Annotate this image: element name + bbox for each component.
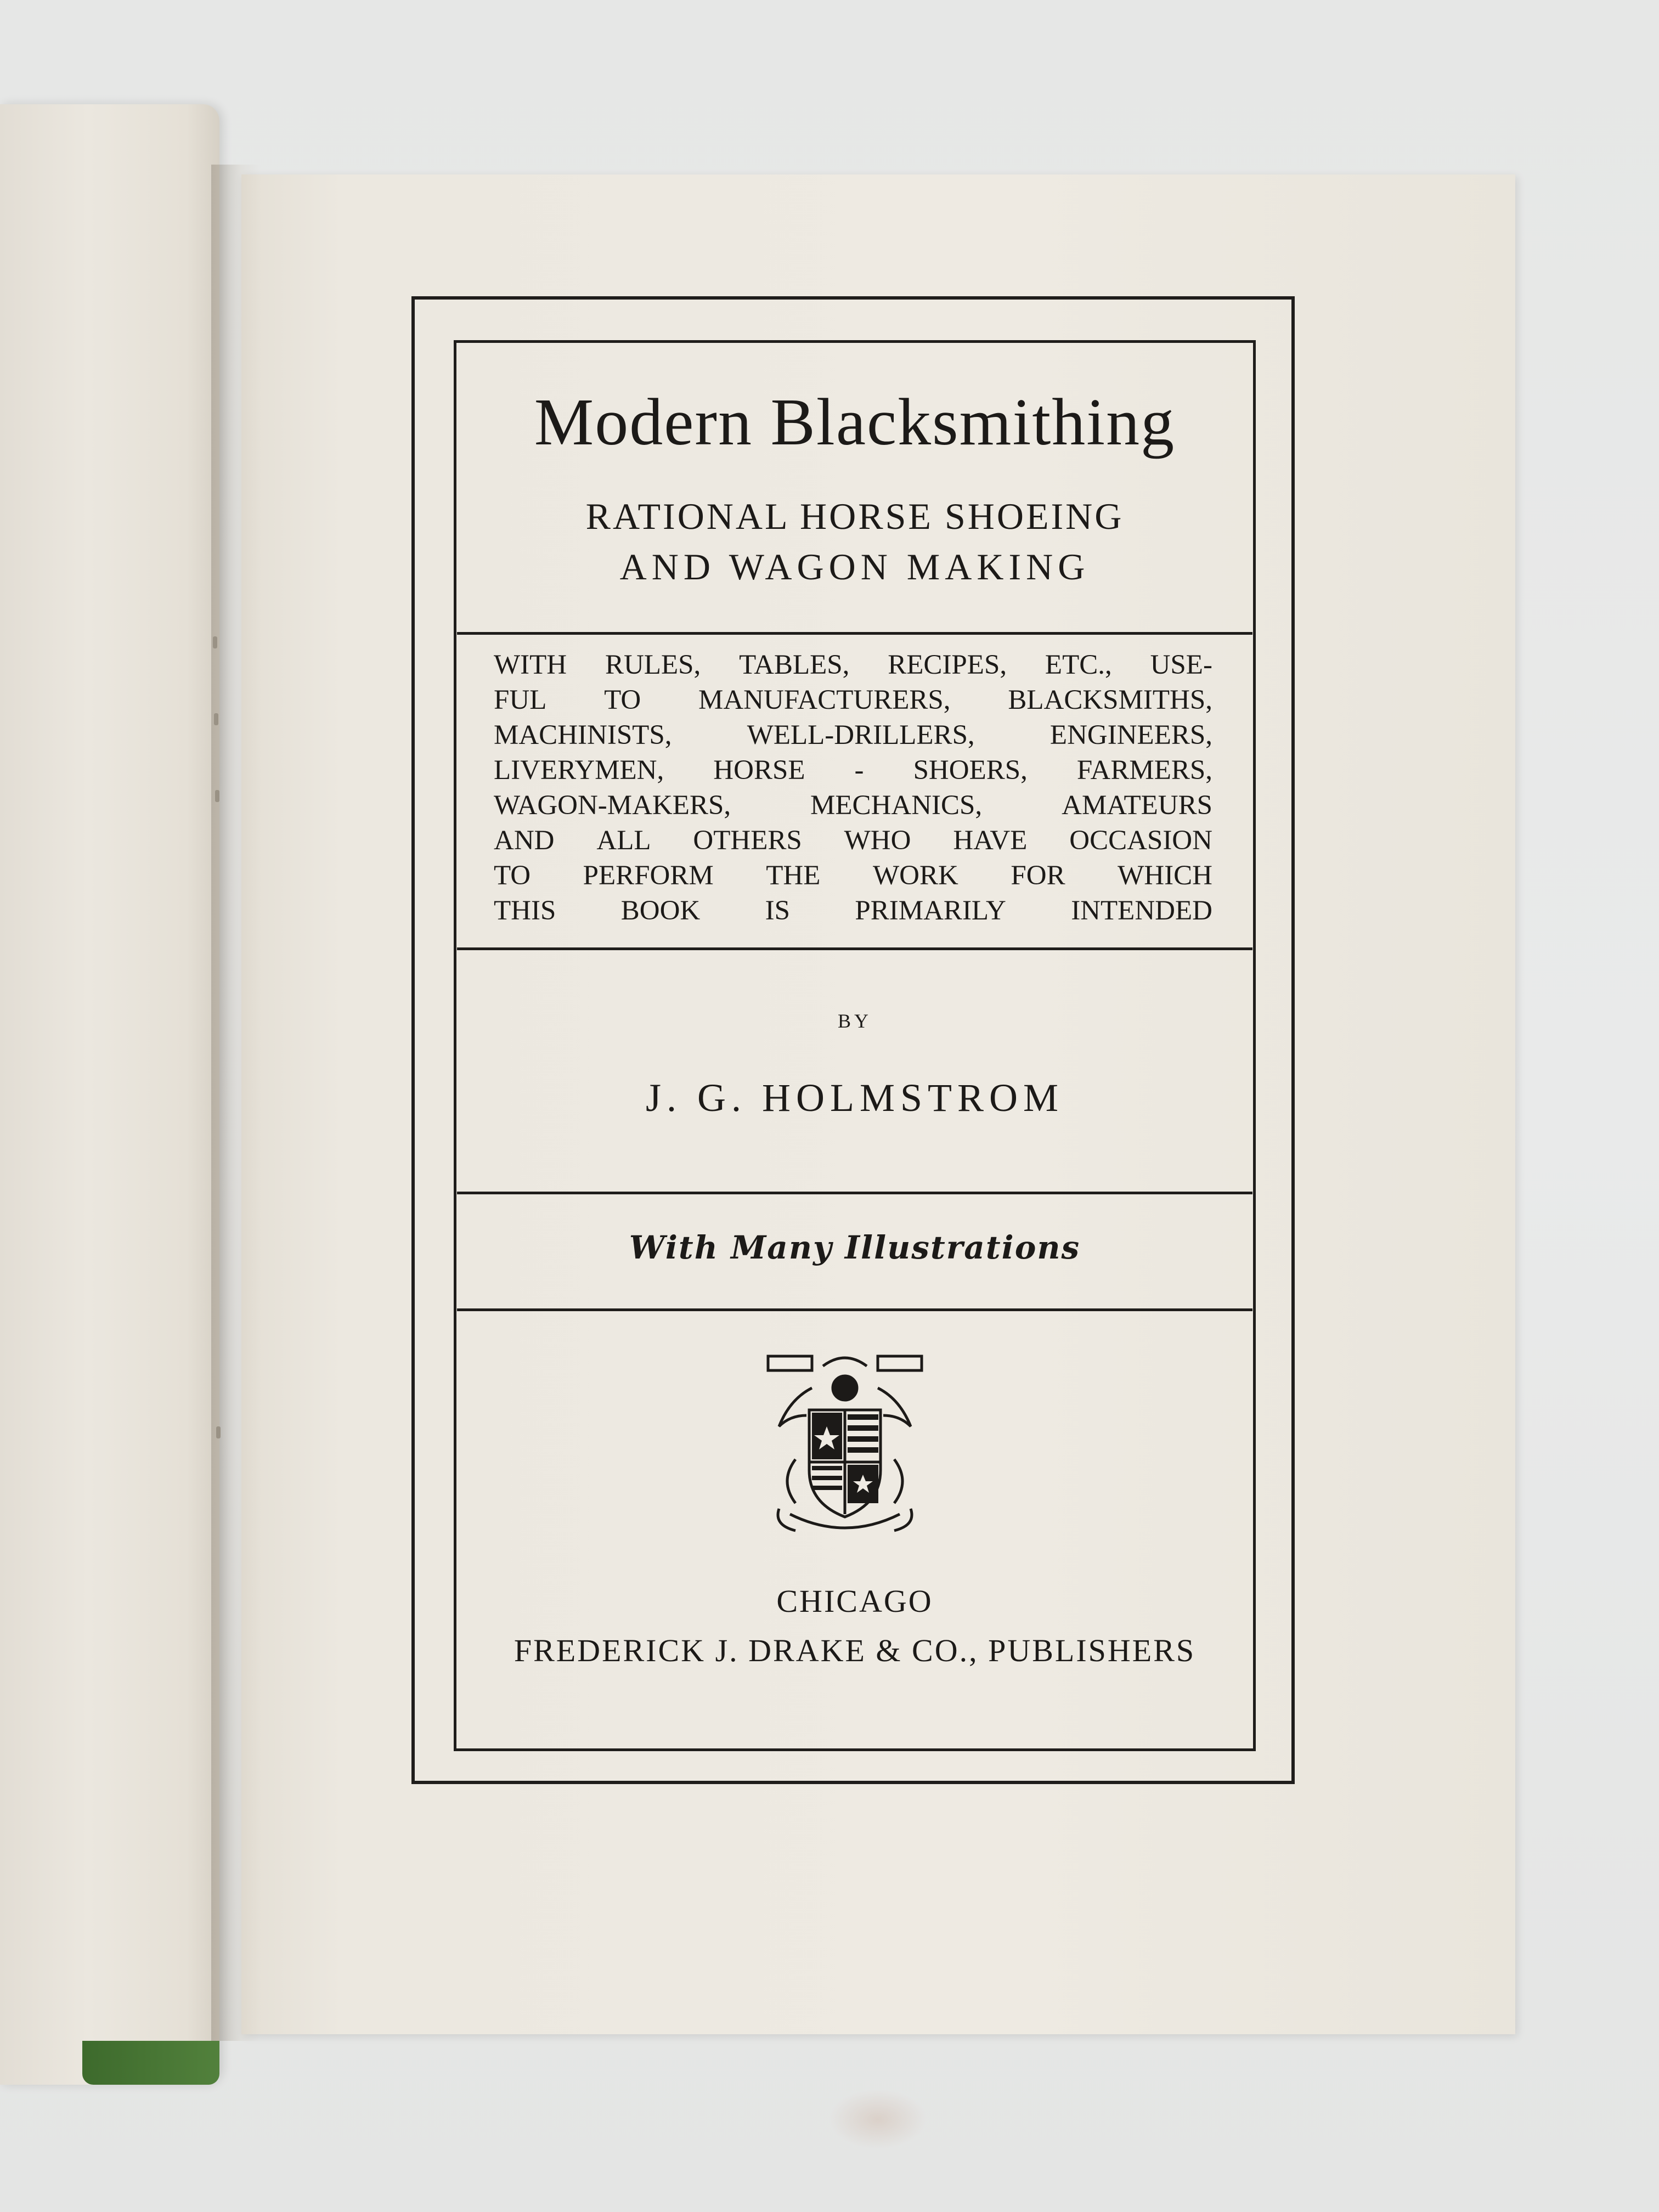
left-page: [0, 104, 219, 2085]
description-line: LIVERYMEN, HORSE - SHOERS, FARMERS,: [494, 755, 1212, 786]
book-subtitle: [457, 491, 1252, 592]
description-line: MACHINISTS, WELL-DRILLERS, ENGINEERS,: [494, 720, 1212, 751]
by-label: BY: [837, 1010, 872, 1032]
divider-rule: [457, 947, 1252, 950]
page-edge-mark: [213, 636, 217, 648]
description-block: [494, 647, 1212, 933]
description-line: FUL TO MANUFACTURERS, BLACKSMITHS,: [494, 685, 1212, 715]
description-line: TO PERFORM THE WORK FOR WHICH: [494, 860, 1212, 891]
page-edge-mark: [215, 790, 219, 802]
divider-rule: [457, 1308, 1252, 1311]
coat-of-arms-icon: [757, 1350, 933, 1547]
description-line: WAGON-MAKERS, MECHANICS, AMATEURS: [494, 790, 1212, 821]
book-spine-bottom: [82, 2041, 219, 2085]
divider-rule: [457, 632, 1252, 635]
description-line: THIS BOOK IS PRIMARILY INTENDED: [494, 895, 1212, 926]
page-edge-mark: [216, 1426, 221, 1438]
subtitle-line: AND WAGON MAKING: [619, 546, 1090, 588]
page-gutter: [211, 165, 261, 2041]
page-stain: [828, 2089, 927, 2149]
divider-rule: [457, 1192, 1252, 1194]
description-line: AND ALL OTHERS WHO HAVE OCCASION: [494, 825, 1212, 856]
publisher-name: FREDERICK J. DRAKE & CO., PUBLISHERS: [514, 1633, 1196, 1668]
page-edge-mark: [214, 713, 218, 725]
publisher-city: CHICAGO: [776, 1583, 933, 1619]
subtitle-line: RATIONAL HORSE SHOEING: [585, 495, 1124, 537]
illustrations-note: With Many Illustrations: [629, 1229, 1081, 1266]
book-title: Modern Blacksmithing: [534, 385, 1176, 459]
author-name: J. G. HOLMSTROM: [645, 1076, 1064, 1120]
description-line: WITH RULES, TABLES, RECIPES, ETC., USE-: [494, 650, 1212, 680]
